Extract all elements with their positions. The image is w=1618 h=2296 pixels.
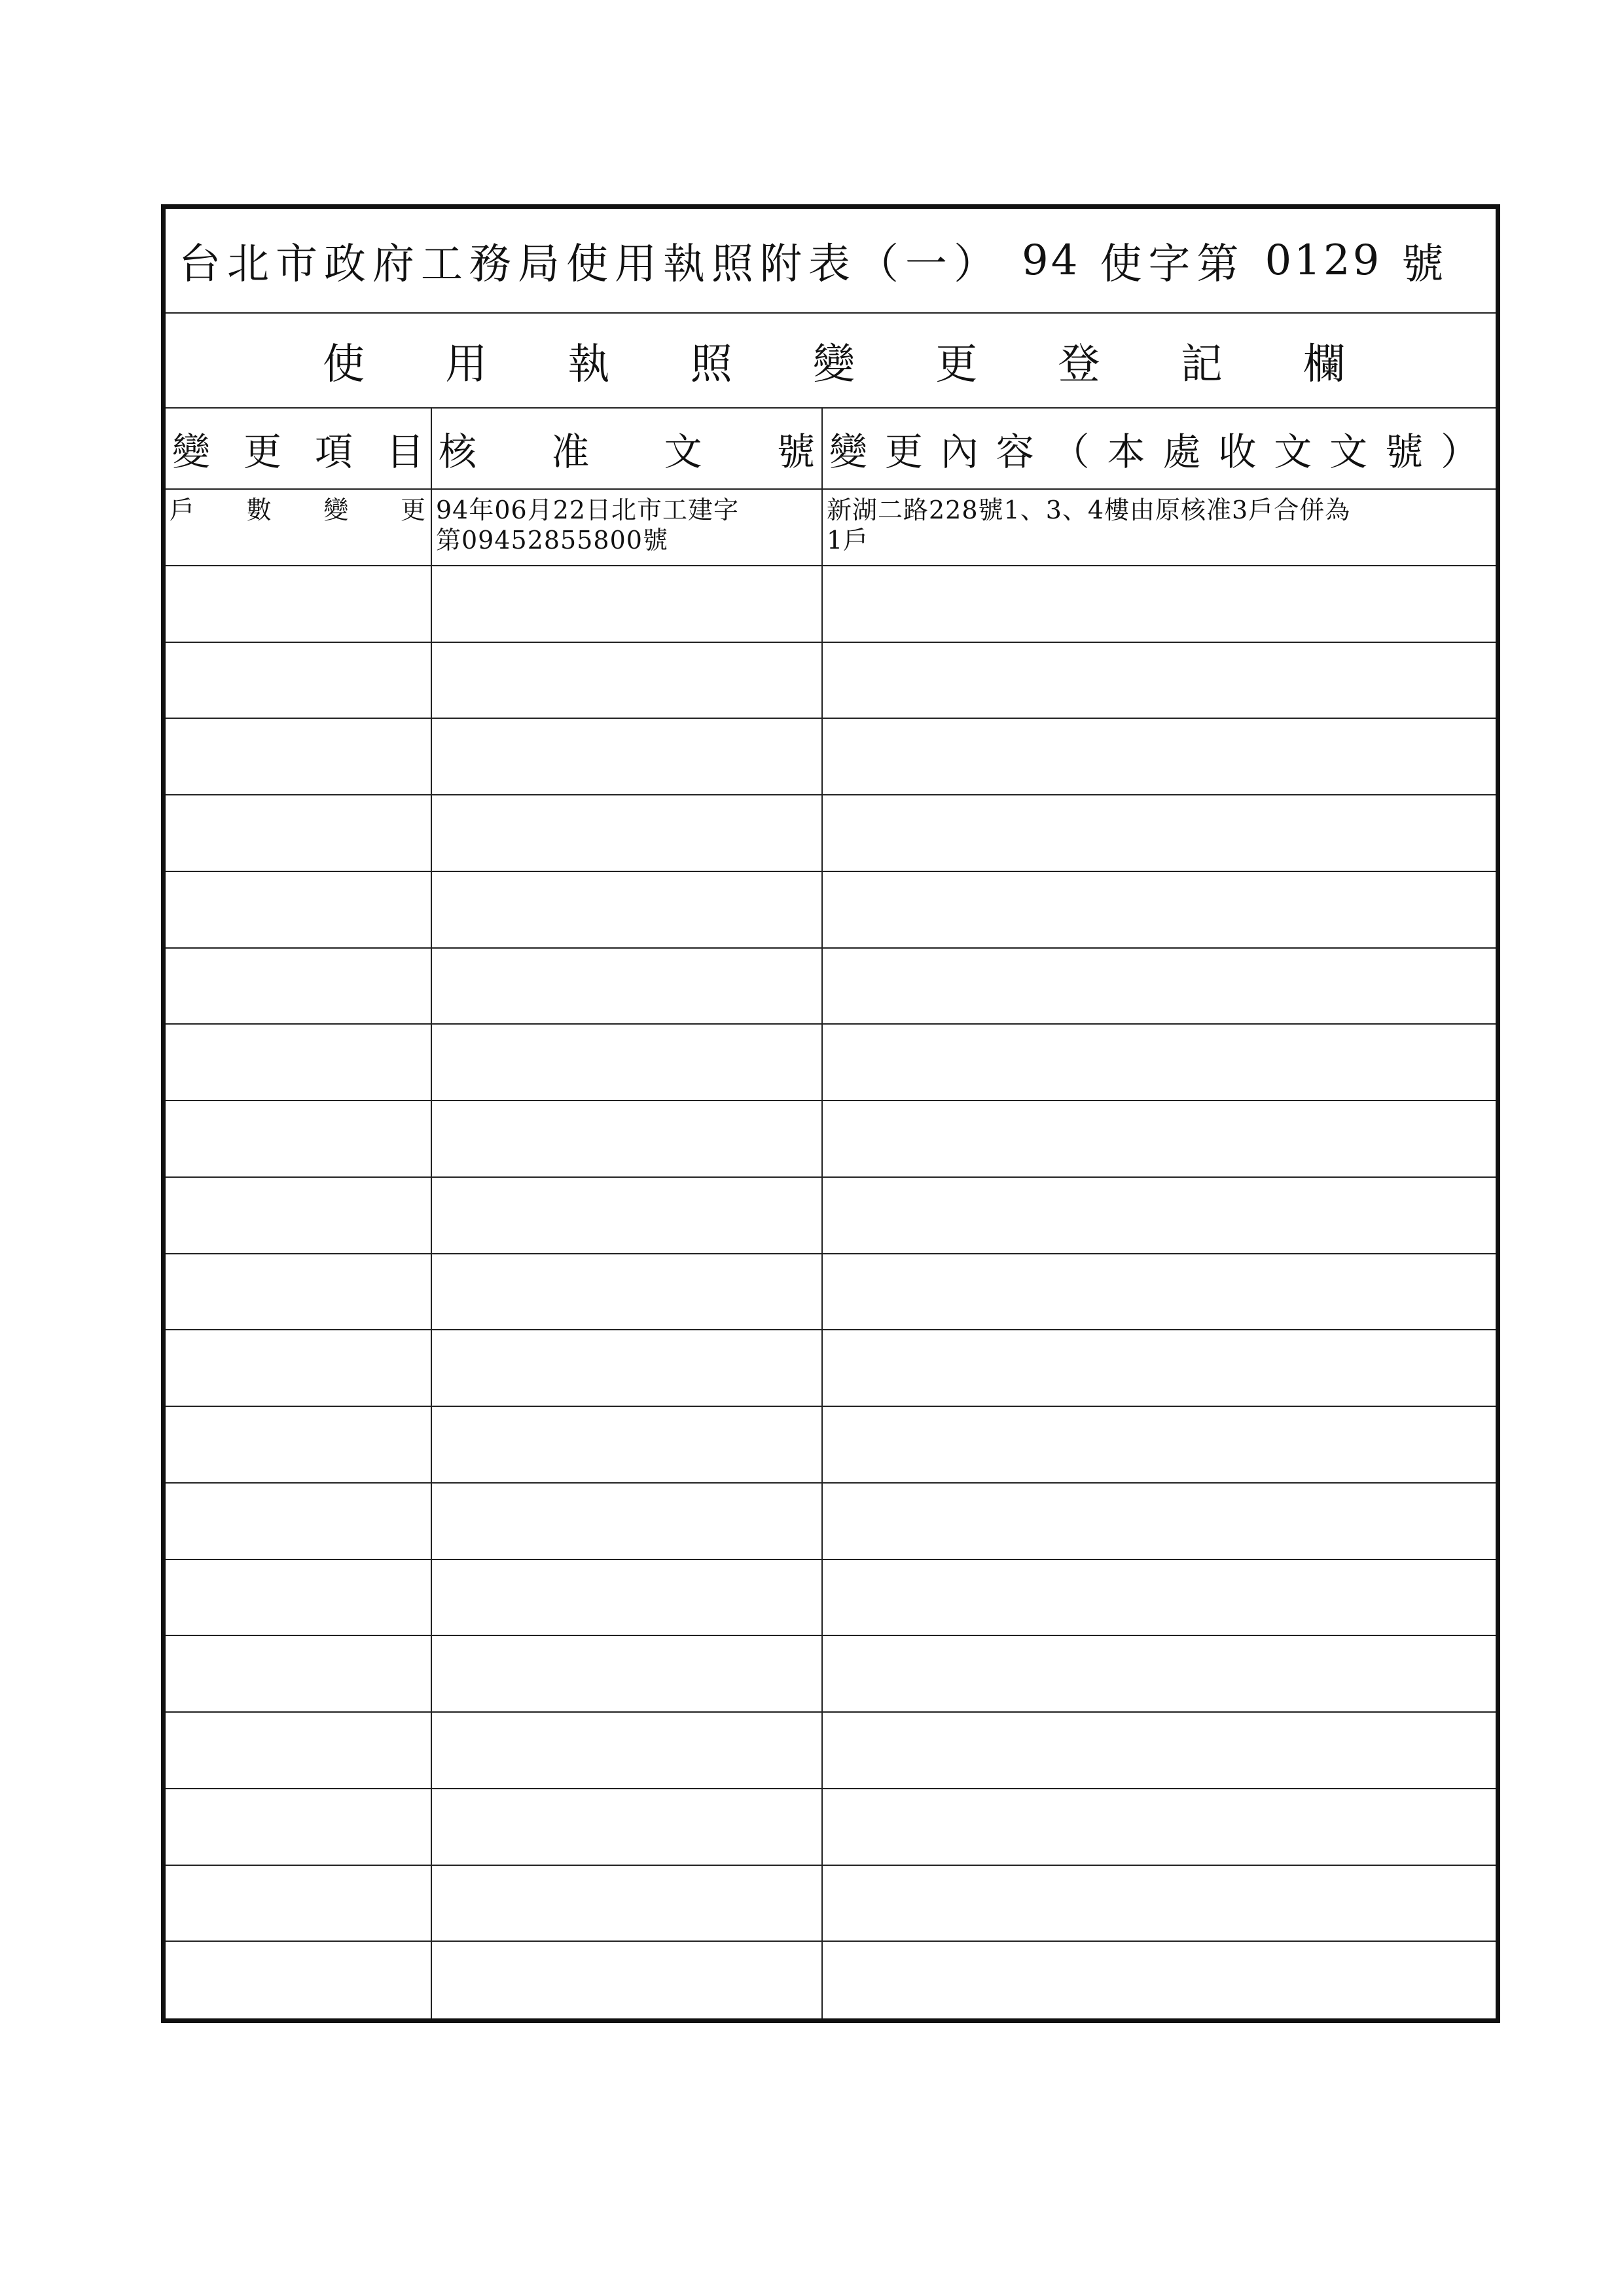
item-char: 變 — [323, 496, 349, 524]
cell-approval — [432, 872, 823, 947]
title-number: 0129 — [1265, 236, 1382, 285]
table-row — [166, 1025, 1496, 1101]
content-line: 1戶 — [827, 526, 869, 555]
table-row — [166, 949, 1496, 1025]
header-char: 容 — [996, 429, 1034, 474]
cell-item — [166, 949, 432, 1024]
cell-item — [166, 872, 432, 947]
cell-item — [166, 1560, 432, 1635]
cell-content — [823, 1330, 1496, 1406]
cell-content — [823, 643, 1496, 718]
cell-content — [823, 949, 1496, 1024]
cell-approval — [432, 1178, 823, 1253]
title-year: 94 — [1022, 236, 1081, 285]
cell-item — [166, 795, 432, 871]
title-middle: 使字第 — [1100, 240, 1246, 289]
table-row — [166, 1407, 1496, 1484]
subtitle-char: 更 — [935, 340, 978, 389]
table-header — [166, 409, 1496, 490]
table-row — [166, 1942, 1496, 2018]
cell-content — [823, 1101, 1496, 1176]
table-row — [166, 1101, 1496, 1178]
header-char: 更 — [243, 429, 281, 474]
cell-content — [823, 1636, 1496, 1711]
header-char: 文 — [1329, 429, 1368, 474]
cell-content — [823, 1866, 1496, 1941]
cell-item — [166, 1789, 432, 1865]
item-char: 更 — [400, 496, 425, 524]
header-char: 更 — [884, 429, 923, 474]
header-char: 文 — [1274, 429, 1312, 474]
cell-content — [823, 795, 1496, 871]
header-content — [823, 409, 1496, 488]
title-prefix: 台北市政府工務局使用執照附表（一） — [179, 240, 1002, 289]
table-row — [166, 872, 1496, 949]
subtitle-char: 照 — [690, 340, 732, 389]
change-table — [166, 409, 1496, 2018]
cell-item — [166, 1942, 432, 2018]
approval-line: 94年06月22日北市工建字 — [436, 496, 740, 524]
cell-content — [823, 1254, 1496, 1330]
cell-approval — [432, 719, 823, 794]
cell-approval — [432, 1866, 823, 1941]
subtitle-char: 欄 — [1303, 340, 1345, 389]
header-char: 收 — [1218, 429, 1257, 474]
subtitle-char: 用 — [445, 340, 488, 389]
table-row — [166, 1254, 1496, 1331]
cell-approval — [432, 1407, 823, 1482]
cell-item — [166, 1713, 432, 1788]
cell-item — [166, 1330, 432, 1406]
cell-approval — [432, 1254, 823, 1330]
table-row — [166, 1560, 1496, 1637]
cell-approval — [432, 1484, 823, 1559]
header-char: 內 — [940, 429, 979, 474]
cell-item — [166, 1178, 432, 1253]
table-row — [166, 1866, 1496, 1942]
header-char: 目 — [386, 429, 424, 474]
table-row — [166, 1484, 1496, 1560]
cell-approval — [432, 1713, 823, 1788]
cell-content — [823, 1560, 1496, 1635]
cell-content — [823, 1713, 1496, 1788]
table-row — [166, 643, 1496, 720]
subtitle-char: 使 — [323, 340, 365, 389]
content-line: 新湖二路228號1、3、4樓由原核准3戶合併為 — [827, 496, 1351, 524]
table-row — [166, 1636, 1496, 1713]
cell-approval — [432, 1025, 823, 1100]
cell-approval — [432, 1789, 823, 1865]
cell-content — [823, 872, 1496, 947]
cell-content — [823, 1484, 1496, 1559]
item-char: 數 — [246, 496, 272, 524]
table-row — [166, 1178, 1496, 1254]
subtitle-char: 記 — [1180, 340, 1223, 389]
header-approval — [432, 409, 823, 488]
header-item — [166, 409, 432, 488]
header-char: 本 — [1107, 429, 1145, 474]
cell-item — [166, 1866, 432, 1941]
table-row — [166, 490, 1496, 566]
header-char: 號 — [1385, 429, 1424, 474]
header-char: 核 — [439, 429, 477, 474]
cell-item — [166, 719, 432, 794]
header-char: 文 — [664, 429, 702, 474]
cell-item — [166, 1484, 432, 1559]
title-suffix: 號 — [1401, 240, 1450, 289]
header-char: 准 — [551, 429, 590, 474]
item-char: 戶 — [170, 496, 195, 524]
cell-item — [166, 1407, 432, 1482]
header-char: （ — [1051, 429, 1090, 474]
header-char: 變 — [172, 429, 211, 474]
table-row — [166, 719, 1496, 795]
cell-approval — [432, 949, 823, 1024]
cell-content — [823, 1942, 1496, 2018]
cell-content — [823, 1178, 1496, 1253]
cell-item — [166, 490, 432, 565]
cell-approval — [432, 1101, 823, 1176]
cell-content — [823, 490, 1496, 565]
cell-item — [166, 566, 432, 642]
cell-approval — [432, 643, 823, 718]
table-row — [166, 795, 1496, 872]
cell-content — [823, 566, 1496, 642]
subtitle-char: 登 — [1058, 340, 1100, 389]
cell-item — [166, 1025, 432, 1100]
table-row — [166, 566, 1496, 643]
subtitle-char: 變 — [813, 340, 855, 389]
cell-content — [823, 1789, 1496, 1865]
table-row — [166, 1789, 1496, 1866]
header-char: 處 — [1162, 429, 1201, 474]
table-row — [166, 1330, 1496, 1407]
cell-item — [166, 1636, 432, 1711]
approval-line: 第09452855800號 — [436, 526, 668, 555]
cell-approval — [432, 795, 823, 871]
cell-item — [166, 643, 432, 718]
cell-approval — [432, 1942, 823, 2018]
cell-approval — [432, 566, 823, 642]
cell-approval — [432, 1636, 823, 1711]
cell-content — [823, 719, 1496, 794]
license-change-form — [161, 204, 1500, 2023]
header-char: ） — [1440, 429, 1479, 474]
cell-approval — [432, 1560, 823, 1635]
form-title — [166, 209, 1496, 314]
table-row — [166, 1713, 1496, 1789]
cell-content — [823, 1025, 1496, 1100]
cell-content — [823, 1407, 1496, 1482]
header-char: 號 — [776, 429, 815, 474]
header-char: 項 — [314, 429, 353, 474]
header-char: 變 — [829, 429, 868, 474]
subtitle-char: 執 — [567, 340, 610, 389]
cell-approval — [432, 490, 823, 565]
cell-approval — [432, 1330, 823, 1406]
form-subtitle — [166, 314, 1496, 409]
cell-item — [166, 1254, 432, 1330]
cell-item — [166, 1101, 432, 1176]
